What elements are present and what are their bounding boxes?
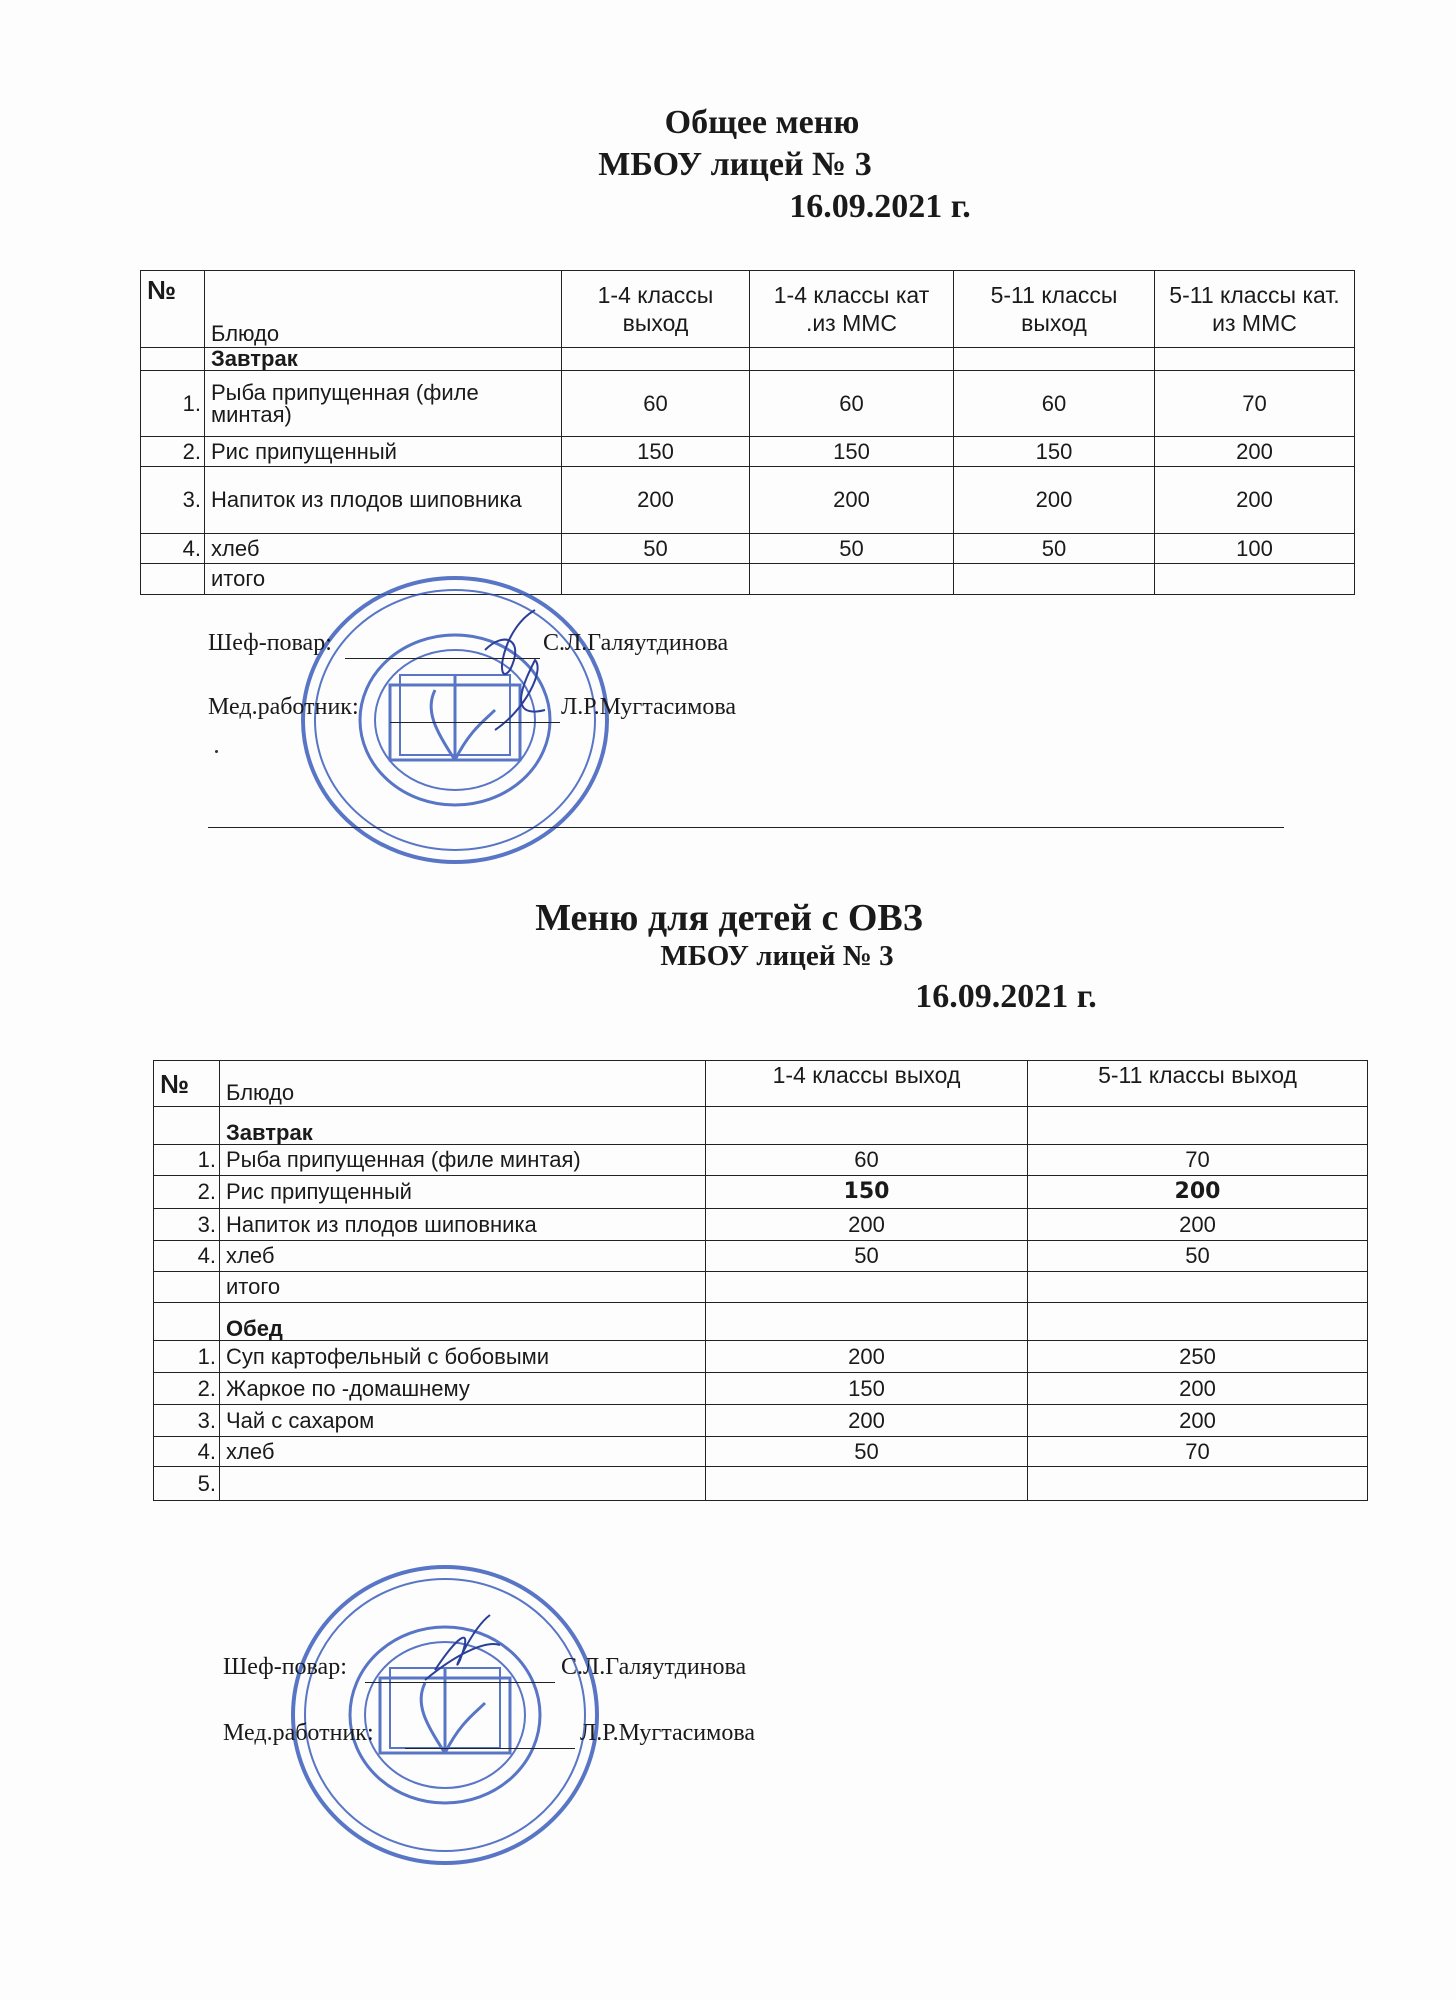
portion: 200 [1028,1209,1368,1241]
med-signature-line [390,722,560,723]
header-col: 5-11 классы выход [954,271,1155,348]
table-row [154,1437,1368,1467]
header-col: 1-4 классы выход [706,1061,1028,1107]
dish-name: Напиток из плодов шиповника [205,467,562,534]
menu1-title: Общее меню [664,104,860,141]
section-row [141,348,1355,371]
portion: 150 [750,437,954,467]
portion: 200 [1028,1176,1368,1209]
total-label: итого [205,564,562,595]
portion: 60 [750,371,954,437]
chef-label: Шеф-повар: [208,630,332,656]
total-label: итого [220,1272,706,1303]
dish-name: Рис припущенный [220,1176,706,1209]
menu1-school: МБОУ лицей № 3 [598,146,872,183]
row-number: 3. [154,1209,220,1241]
section-label: Завтрак [220,1107,706,1145]
row-number: 3. [154,1405,220,1437]
menu2-title: Меню для детей с ОВЗ [535,897,923,939]
header-dish: Блюдо [205,271,562,348]
portion: 70 [1028,1437,1368,1467]
med-name: Л.Р.Мугтасимова [580,1720,755,1746]
row-number: 4. [154,1437,220,1467]
chef-name: С.Л.Галяутдинова [543,630,729,656]
row-number: 2. [154,1176,220,1209]
table-row [141,467,1355,534]
portion [1028,1467,1368,1501]
chef-label: Шеф-повар: [223,1654,347,1680]
dish-name: хлеб [205,534,562,564]
table-header-row [154,1061,1368,1107]
portion: 60 [562,371,750,437]
menu2-school: МБОУ лицей № 3 [660,940,894,972]
section-label: Обед [220,1303,706,1341]
portion: 200 [954,467,1155,534]
chef-signature-line [365,1682,555,1683]
row-number: 2. [154,1373,220,1405]
header-number: № [154,1061,220,1107]
separator-line [208,827,1284,828]
portion: 200 [706,1209,1028,1241]
dish-name: Напиток из плодов шиповника [220,1209,706,1241]
portion: 50 [706,1437,1028,1467]
dish-name: Рыба припущенная (филе минтая) [205,371,562,437]
row-number: 4. [154,1241,220,1272]
row-number: 3. [141,467,205,534]
dish-name: Суп картофельный с бобовыми [220,1341,706,1373]
portion: 200 [750,467,954,534]
header-col: 1-4 классы выход [562,271,750,348]
portion: 200 [706,1405,1028,1437]
portion: 150 [562,437,750,467]
header-number: № [141,271,205,348]
portion: 200 [1028,1405,1368,1437]
row-number: 1. [154,1145,220,1176]
dot-mark [215,750,218,753]
header-col: 5-11 классы выход [1028,1061,1368,1107]
school-seal-stamp [285,1560,605,1870]
portion: 50 [562,534,750,564]
menu2-date: 16.09.2021 г. [915,978,1097,1015]
portion: 70 [1028,1145,1368,1176]
section-row [154,1107,1368,1145]
section-label: Завтрак [205,348,562,371]
section-row [154,1303,1368,1341]
header-col: 1-4 классы кат .из ММС [750,271,954,348]
table-row [154,1373,1368,1405]
med-signature-line [405,1748,575,1749]
dish-name: Чай с сахаром [220,1405,706,1437]
table-row [154,1209,1368,1241]
table-row [154,1241,1368,1272]
total-row [154,1272,1368,1303]
portion: 200 [1155,437,1355,467]
dish-name: Рис припущенный [205,437,562,467]
table-header-row [141,271,1355,348]
portion: 50 [954,534,1155,564]
portion: 200 [706,1341,1028,1373]
table-row [141,534,1355,564]
table-row [141,371,1355,437]
dish-name: хлеб [220,1241,706,1272]
row-number: 1. [141,371,205,437]
portion: 50 [706,1241,1028,1272]
chef-signature-line [345,658,540,659]
table-row [154,1145,1368,1176]
menu1-table [140,270,1355,595]
portion: 150 [954,437,1155,467]
portion: 200 [1028,1373,1368,1405]
table-row [154,1176,1368,1209]
portion: 250 [1028,1341,1368,1373]
portion: 50 [750,534,954,564]
table-row [154,1467,1368,1501]
header-dish: Блюдо [220,1061,706,1107]
med-label: Мед.работник: [208,694,359,720]
menu2-table [153,1060,1368,1501]
portion: 50 [1028,1241,1368,1272]
dish-name: Рыба припущенная (филе минтая) [220,1145,706,1176]
row-number: 4. [141,534,205,564]
menu1-date: 16.09.2021 г. [789,188,971,225]
table-row [154,1405,1368,1437]
dish-name: хлеб [220,1437,706,1467]
table-row [141,437,1355,467]
portion: 100 [1155,534,1355,564]
portion: 60 [706,1145,1028,1176]
portion: 150 [706,1176,1028,1209]
header-col: 5-11 классы кат. из ММС [1155,271,1355,348]
portion: 70 [1155,371,1355,437]
med-label: Мед.работник: [223,1720,374,1746]
chef-name: С.Л.Галяутдинова [561,1654,747,1680]
portion: 200 [1155,467,1355,534]
table-row [154,1341,1368,1373]
portion [706,1467,1028,1501]
row-number: 5. [154,1467,220,1501]
portion: 60 [954,371,1155,437]
dish-name: Жаркое по -домашнему [220,1373,706,1405]
portion: 150 [706,1373,1028,1405]
portion: 200 [562,467,750,534]
row-number: 2. [141,437,205,467]
dish-name [220,1467,706,1501]
med-name: Л.Р.Мугтасимова [561,694,736,720]
row-number: 1. [154,1341,220,1373]
